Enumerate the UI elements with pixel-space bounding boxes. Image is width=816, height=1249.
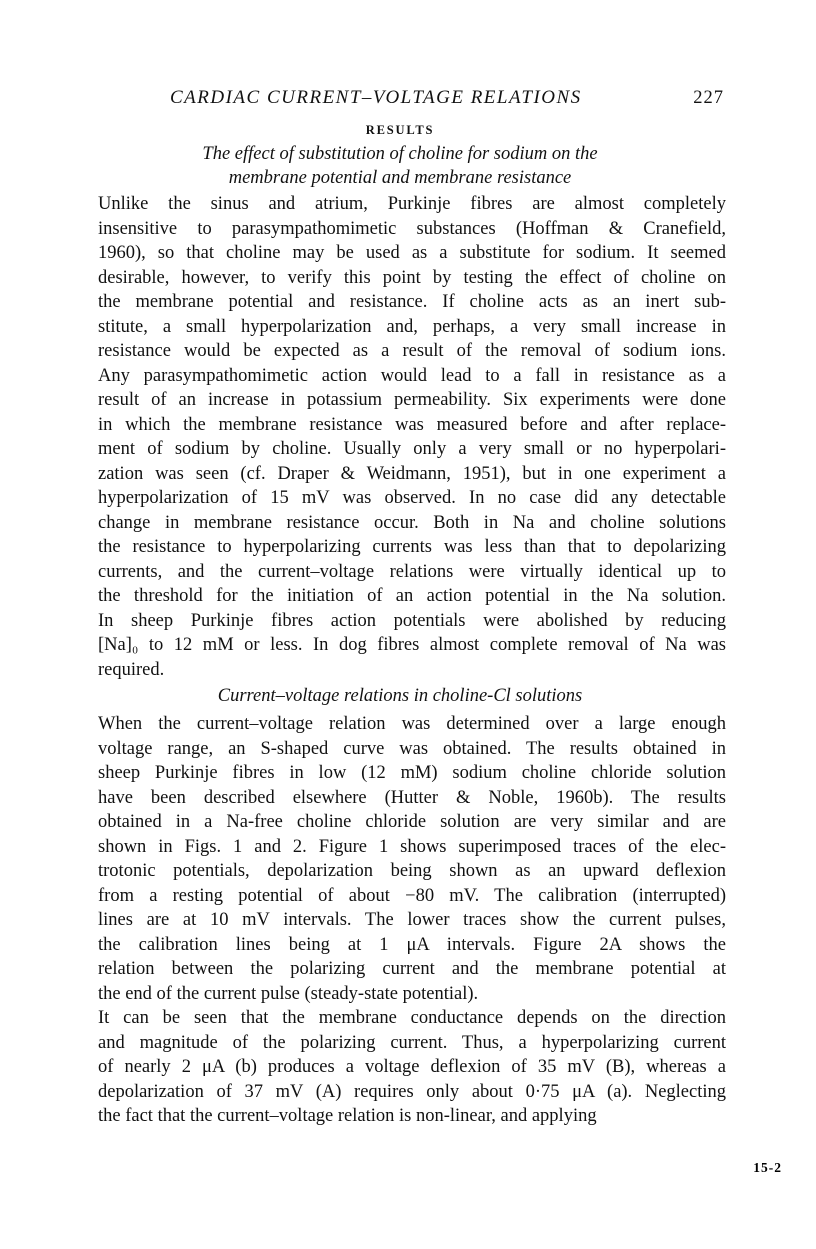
- text-line: the resistance to hyperpolarizing currents was less than that to depolarizing: [98, 537, 726, 557]
- text-line: zation was seen (cf. Draper & Weidmann, 1951), but in one experiment a: [98, 463, 726, 484]
- text-line: in which the membrane resistance was measured before and after replace-: [98, 414, 726, 435]
- text-line: result of an increase in potassium permeability. Six experiments were done: [98, 390, 726, 410]
- text-line: of nearly 2 μA (b) produces a voltage deflexion of 35 mV (B), whereas a: [98, 1057, 726, 1077]
- text-line: shown in Figs. 1 and 2. Figure 1 shows superimposed traces of the elec-: [98, 836, 726, 857]
- paragraph-choline-effect: [74, 192, 726, 682]
- text-line: hyperpolarization of 15 mV was observed. In no case did any detectable: [98, 488, 726, 508]
- journal-page: [74, 80, 726, 1129]
- text-line: from a resting potential of about −80 mV. The calibration (interrupted): [98, 885, 726, 906]
- text-line: the fact that the current–voltage relation is non-linear, and applying: [98, 1106, 597, 1126]
- text-line: the end of the current pulse (steady-state potential).: [98, 983, 479, 1004]
- text-line: stitute, a small hyperpolarization and, perhaps, a very small increase in: [98, 316, 726, 337]
- text-line: the calibration lines being at 1 μA intervals. Figure 2A shows the: [98, 934, 726, 955]
- signature-mark: 15-2: [753, 1160, 782, 1175]
- text-line: It can be seen that the membrane conductance depends on the direction: [98, 1008, 726, 1028]
- paragraph-current-voltage: [74, 712, 726, 1006]
- text-line: insensitive to parasympathomimetic substances (Hoffman & Cranefield,: [98, 218, 726, 239]
- text-line: In sheep Purkinje fibres action potentials were abolished by reducing: [98, 610, 726, 631]
- text-line: the threshold for the initiation of an action potential in the Na solution.: [98, 586, 726, 606]
- text-line: obtained in a Na-free choline chloride solution are very similar and are: [98, 812, 726, 832]
- text-line: Unlike the sinus and atrium, Purkinje fibres are almost completely: [98, 194, 726, 214]
- page-number: 227: [693, 88, 724, 108]
- text-line: the membrane potential and resistance. If choline acts as an inert sub-: [98, 292, 726, 312]
- text-line: lines are at 10 mV intervals. The lower traces show the current pulses,: [98, 910, 726, 930]
- text-line: have been described elsewhere (Hutter & Noble, 1960b). The results: [98, 787, 726, 808]
- section-heading: RESULTS: [365, 123, 435, 137]
- text-line: currents, and the current–voltage relations were virtually identical up to: [98, 561, 726, 582]
- text-line: sheep Purkinje fibres in low (12 mM) sodium choline chloride solution: [98, 763, 726, 783]
- text-line: trotonic potentials, depolarization being shown as an upward deflexion: [98, 861, 726, 881]
- text-line: resistance would be expected as a result of the removal of sodium ions.: [98, 341, 726, 361]
- text-line: change in membrane resistance occur. Both in Na and choline solutions: [98, 512, 726, 533]
- text-line: [Na]₀ to 12 mM or less. In dog fibres almost complete removal of Na was: [98, 635, 726, 655]
- text-line: When the current–voltage relation was determined over a large enough: [98, 714, 726, 734]
- subheading-line: The effect of substitution of choline for sodium on the: [202, 144, 598, 164]
- text-line: depolarization of 37 mV (A) requires only about 0·75 μA (a). Neglecting: [98, 1081, 726, 1102]
- subheading-choline-substitution: [74, 142, 726, 190]
- text-line: relation between the polarizing current and the membrane potential at: [98, 959, 726, 979]
- text-line: and magnitude of the polarizing current. Thus, a hyperpolarizing current: [98, 1032, 726, 1053]
- paragraph-conductance: [74, 1006, 726, 1129]
- running-title: CARDIAC CURRENT–VOLTAGE RELATIONS: [170, 87, 582, 108]
- running-head: [74, 80, 726, 110]
- subheading-line: membrane potential and membrane resistance: [228, 168, 572, 188]
- text-line: 1960), so that choline may be used as a substitute for sodium. It seemed: [98, 243, 726, 263]
- text-line: voltage range, an S-shaped curve was obtained. The results obtained in: [98, 738, 726, 759]
- text-line: required.: [98, 659, 165, 680]
- subheading-current-voltage: Current–voltage relations in choline-Cl solutions: [217, 686, 583, 706]
- text-line: ment of sodium by choline. Usually only a very small or no hyperpolari-: [98, 439, 726, 459]
- text-line: Any parasympathomimetic action would lead to a fall in resistance as a: [98, 365, 726, 386]
- text-line: desirable, however, to verify this point by testing the effect of choline on: [98, 267, 726, 288]
